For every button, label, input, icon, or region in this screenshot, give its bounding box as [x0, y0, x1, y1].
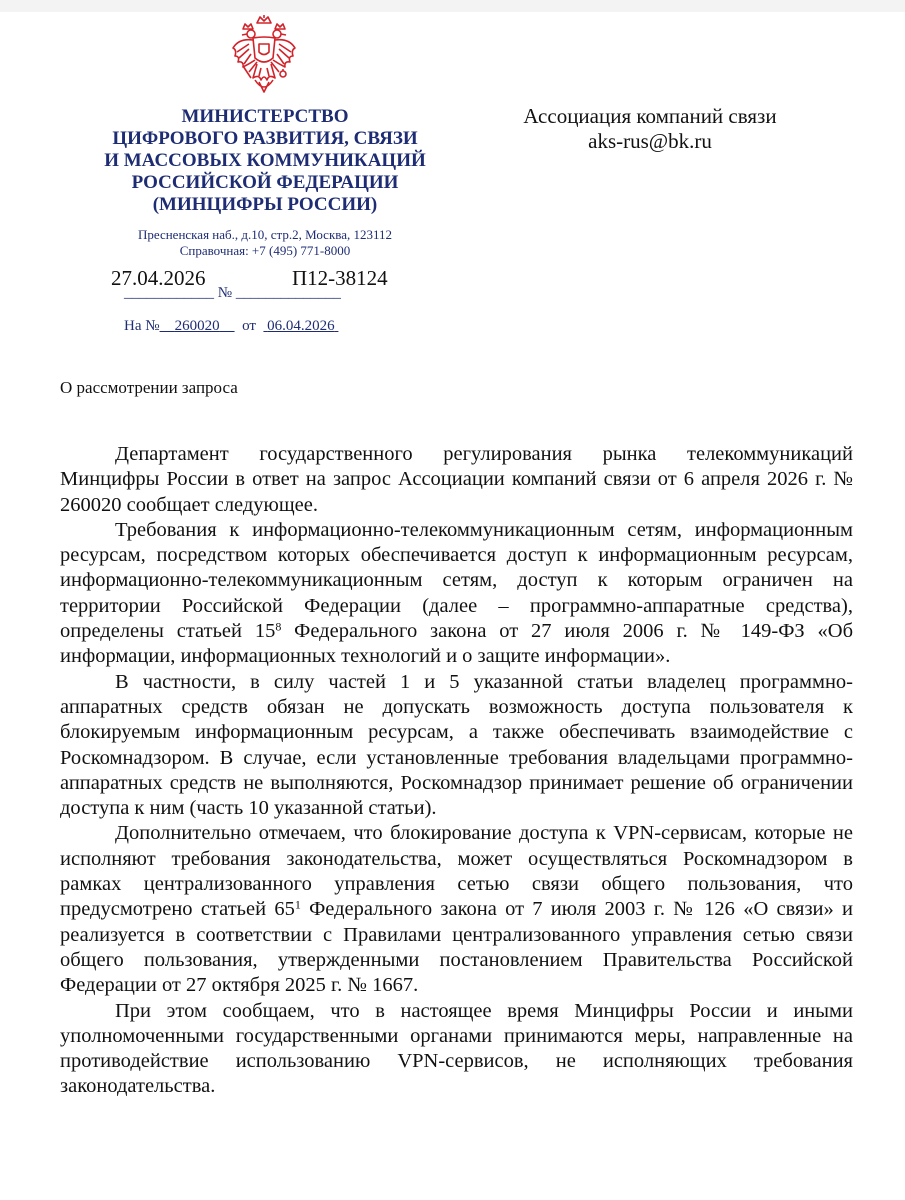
paragraph-4: [60, 821, 853, 998]
reference-from: от: [242, 318, 256, 334]
article-superscript: 8: [275, 619, 282, 634]
reference-line: [124, 318, 338, 335]
article-superscript: 1: [294, 897, 301, 912]
paragraph-2-text-cont: Федерального закона от 27 июля 2006 г. № 149-ФЗ «Об информации, информационных технологий и о защите информации».: [60, 620, 853, 668]
paragraph-2: [60, 518, 853, 670]
reference-prefix: На №: [124, 318, 160, 334]
paragraph-4-text-cont: Федерального закона от 7 июля 2003 г. № 126 «О связи» и реализуется в соответствии с Правилами централизованного управления сетью связи общего пользования, утвержденными постановлением Правительства Российской Федерации от 27 октября 2025 г. № 1667.: [60, 898, 853, 997]
number-sign: №: [217, 285, 233, 301]
address-line: Пресненская наб., д.10, стр.2, Москва, 123112: [137, 227, 393, 242]
ministry-name-line: (МИНЦИФРЫ РОССИИ): [152, 194, 378, 215]
ministry-name-line: МИНИСТЕРСТВО: [181, 106, 349, 127]
top-bar: [0, 0, 905, 12]
reference-date: 06.04.2026: [267, 318, 335, 334]
ministry-name-line: ЦИФРОВОГО РАЗВИТИЯ, СВЯЗИ: [112, 128, 418, 149]
ministry-name-line: И МАССОВЫХ КОММУНИКАЦИЙ: [104, 150, 426, 171]
letter-subject: О рассмотрении запроса: [60, 378, 238, 397]
registration-line: ____________ № ______________: [124, 285, 341, 301]
paragraph-4-text: Дополнительно отмечаем, что блокирование доступа к VPN-сервисам, которые не исполняют требования законодательства, может осуществляться Роскомнадзором в рамках централизованного управления сетью связи общего пользования, что предусмотрено статьей 65: [60, 822, 853, 921]
ministry-address: [90, 227, 440, 259]
coat-of-arms-icon: [229, 14, 299, 98]
addressee-org: Ассоциация компаний связи: [523, 104, 777, 128]
registration-date: 27.04.2026: [111, 266, 206, 290]
addressee: [490, 104, 810, 154]
paragraph-3: В частности, в силу частей 1 и 5 указанной статьи владелец программно-аппаратных средств обязан не допускать возможность доступа пользователя к блокируемым информационным ресурсам, а также обеспечивать взаимодействие с Роскомнадзором. В случае, если установленные требования владельцами программно-аппаратных средств не выполняются, Роскомнадзор принимает решение об ограничении доступа к ним (часть 10 указанной статьи).: [60, 670, 853, 820]
addressee-email: aks-rus@bk.ru: [588, 129, 712, 153]
phone-line: Справочная: +7 (495) 771-8000: [179, 243, 351, 258]
letter-body: [60, 442, 853, 1100]
paragraph-5: При этом сообщаем, что в настоящее время Минцифры России и иными уполномоченными государственными органами принимаются меры, направленные на противодействие использованию VPN-сервисов, не исполняющих требования законодательства.: [60, 999, 853, 1098]
paragraph-1: Департамент государственного регулирования рынка телекоммуникаций Минцифры России в ответ на запрос Ассоциации компаний связи от 6 апреля 2026 г. № 260020 сообщает следующее.: [60, 443, 853, 516]
ministry-name: [90, 106, 440, 216]
reference-number: 260020: [174, 318, 220, 334]
registration-number: П12-38124: [292, 266, 388, 290]
paragraph-2-text: Требования к информационно-телекоммуникационным сетям, информационным ресурсам, посредством которых обеспечивается доступ к информационным ресурсам, информационно-телекоммуникационным сетям, доступ к которым ограничен на территории Российской Федерации (далее – программно-аппаратные средства), определены статьей 15: [60, 518, 853, 643]
ministry-name-line: РОССИЙСКОЙ ФЕДЕРАЦИИ: [131, 172, 399, 193]
